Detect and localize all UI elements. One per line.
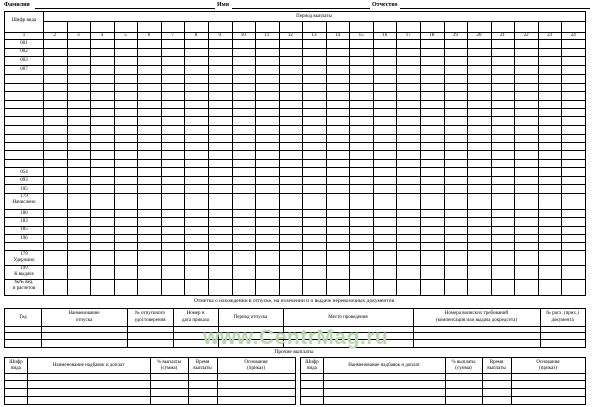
- left-code-header-1: Шифр: [9, 360, 23, 365]
- row-divider: [5, 265, 585, 266]
- row-divider: [5, 134, 585, 135]
- left-time-header-2: выплаты: [193, 366, 212, 371]
- leave-requisition-header-1: Номера воинских требований: [444, 311, 509, 316]
- other-payments-caption: Прочие выплаты: [274, 349, 314, 355]
- watermark: www.CentrMag.ru: [203, 326, 389, 349]
- column-divider: [561, 21, 562, 295]
- leave-requisition-header-2: (компенсация или выдача докредсета): [435, 318, 518, 323]
- column-divider: [184, 21, 185, 295]
- leave-doc-header-1: № расх. (прих.): [546, 311, 579, 316]
- column-number: 20: [476, 33, 482, 38]
- row-054: 054: [20, 170, 28, 175]
- column-number: 12: [287, 33, 293, 38]
- left-percent-header-2: (сумма): [160, 366, 178, 371]
- right-code-header-1: Шифр: [305, 360, 319, 365]
- row-185: 185: [20, 227, 28, 232]
- column-divider: [255, 21, 256, 295]
- row-divider: [5, 142, 585, 143]
- other-payments-right: [300, 357, 586, 405]
- column-number: 16: [382, 33, 388, 38]
- column-divider: [232, 21, 233, 295]
- left-percent-header-1: % выплаты: [157, 360, 181, 365]
- column-divider: [114, 21, 115, 295]
- surname-label: Фамилия: [4, 2, 30, 8]
- leave-cert-header-1: № отпускного: [134, 311, 166, 316]
- row-196: 196: [20, 236, 28, 241]
- row-divider: [5, 100, 585, 101]
- column-number: 1: [22, 33, 26, 38]
- column-number: 19: [452, 33, 458, 38]
- column-divider: [467, 21, 468, 295]
- surname-field[interactable]: [35, 2, 215, 9]
- row-199-code: 199: [20, 266, 28, 271]
- leave-doc-header-2: документа: [551, 318, 574, 323]
- row-183: 183: [20, 219, 28, 224]
- row-093: 093: [20, 178, 28, 183]
- column-divider: [302, 21, 303, 295]
- row-199-text: К выдаче: [14, 272, 34, 277]
- row-divider: [5, 56, 585, 57]
- column-divider: [326, 21, 327, 295]
- right-code-header-2: вида: [307, 366, 317, 371]
- column-divider: [208, 21, 209, 295]
- column-divider: [396, 21, 397, 295]
- column-number: 23: [547, 33, 553, 38]
- right-percent-header-1: % выплаты: [451, 360, 476, 365]
- leave-year-header: Год: [19, 315, 27, 320]
- row-divider: [5, 217, 585, 218]
- column-divider: [420, 21, 421, 295]
- column-divider: [90, 21, 91, 295]
- column-number: 4: [100, 33, 104, 38]
- row-179-withheld-code: 179: [20, 252, 28, 257]
- row-divider: [5, 65, 585, 66]
- column-number: 18: [429, 33, 435, 38]
- row-003: 003: [20, 58, 28, 63]
- leave-order-header-2: дата приказа: [182, 318, 209, 323]
- column-divider: [349, 21, 350, 295]
- left-basis-header-2: (приказ): [247, 366, 265, 371]
- right-time-header-1: Время: [489, 360, 504, 365]
- column-divider: [514, 21, 515, 295]
- right-name-header: Наименование надбавок и доплат: [348, 363, 420, 368]
- row-divider: [5, 74, 585, 75]
- row-divider: [5, 193, 585, 194]
- left-time-header-1: Время: [195, 360, 210, 365]
- column-number: 21: [500, 33, 506, 38]
- row-docs-line2: и расчетов: [12, 286, 36, 291]
- leave-order-header-1: Номер и: [186, 311, 205, 316]
- column-number: 8: [194, 33, 198, 38]
- patronymic-field[interactable]: [400, 2, 590, 9]
- period-header: Период выплаты: [296, 14, 332, 19]
- column-divider: [67, 21, 68, 295]
- row-179-accrued-code: 179: [20, 194, 28, 199]
- row-divider: [5, 279, 585, 280]
- row-divider: [5, 176, 585, 177]
- row-divider: [5, 125, 585, 126]
- leave-cert-header-2: удостоверения: [134, 318, 166, 323]
- patronymic-label: Отчество: [372, 2, 398, 8]
- row-divider: [5, 184, 585, 185]
- column-number: 9: [218, 33, 221, 38]
- left-basis-header-1: Основания: [244, 360, 268, 365]
- column-number: 22: [523, 33, 529, 38]
- column-divider: [279, 21, 280, 295]
- row-docs-line1: №№ вед.: [14, 280, 34, 285]
- column-number: 13: [311, 33, 317, 38]
- row-179-accrued-text: Начислено: [12, 200, 36, 205]
- right-time-header-2: выплаты: [487, 366, 506, 371]
- row-002: 002: [20, 49, 28, 54]
- column-number: 17: [405, 33, 411, 38]
- right-basis-header-2: (приказ): [539, 366, 557, 371]
- left-name-header: Наименование надбавок и доплат: [52, 363, 125, 368]
- row-180: 180: [20, 211, 28, 216]
- right-basis-header-1: Основания: [536, 360, 560, 365]
- column-divider: [491, 21, 492, 295]
- row-divider: [5, 209, 585, 210]
- row-divider: [5, 108, 585, 109]
- row-divider: [5, 83, 585, 84]
- code-header: Шифр вида: [11, 18, 37, 23]
- row-divider: [5, 159, 585, 160]
- column-divider: [137, 21, 138, 295]
- column-divider: [538, 21, 539, 295]
- leave-period-header: Период отпуска: [233, 315, 268, 320]
- other-payments-left: [4, 357, 296, 405]
- name-field[interactable]: [232, 2, 370, 9]
- column-divider: [444, 21, 445, 295]
- row-divider: [5, 150, 585, 151]
- row-divider: [5, 116, 585, 117]
- row-001: 001: [20, 41, 28, 46]
- column-number: 3: [77, 33, 80, 38]
- column-number: 10: [240, 33, 246, 38]
- row-divider: [5, 250, 585, 251]
- column-number: 7: [171, 33, 174, 38]
- left-code-header-2: вида: [11, 366, 21, 371]
- row-divider: [5, 234, 585, 235]
- leave-caption: Отметка о нахождении в отпуске, на излечении и о выдаче перевозочных документов: [193, 298, 395, 304]
- column-number: 6: [147, 33, 151, 38]
- column-number: 11: [264, 33, 270, 38]
- row-divider: [5, 167, 585, 168]
- leave-type-header-1: Наименование: [68, 311, 100, 316]
- column-number: 5: [124, 33, 127, 38]
- column-number: 14: [335, 33, 341, 38]
- right-percent-header-2: (сумма): [455, 366, 472, 371]
- name-label: Имя: [217, 2, 229, 8]
- row-179-withheld-text: Удержано: [13, 258, 35, 263]
- row-divider: [5, 226, 585, 227]
- leave-type-header-2: отпуска: [75, 318, 93, 323]
- row-divider: [5, 242, 585, 243]
- column-number: 2: [53, 33, 57, 38]
- row-divider: [5, 91, 585, 92]
- leave-place-header: Место проведения: [328, 315, 368, 320]
- row-divider: [5, 48, 585, 49]
- column-number: 24: [570, 33, 576, 38]
- row-105: 105: [20, 187, 28, 192]
- payroll-grid: [4, 11, 586, 296]
- row-007: 007: [20, 67, 28, 72]
- column-divider: [373, 21, 374, 295]
- column-number: 15: [358, 33, 364, 38]
- column-divider: [161, 21, 162, 295]
